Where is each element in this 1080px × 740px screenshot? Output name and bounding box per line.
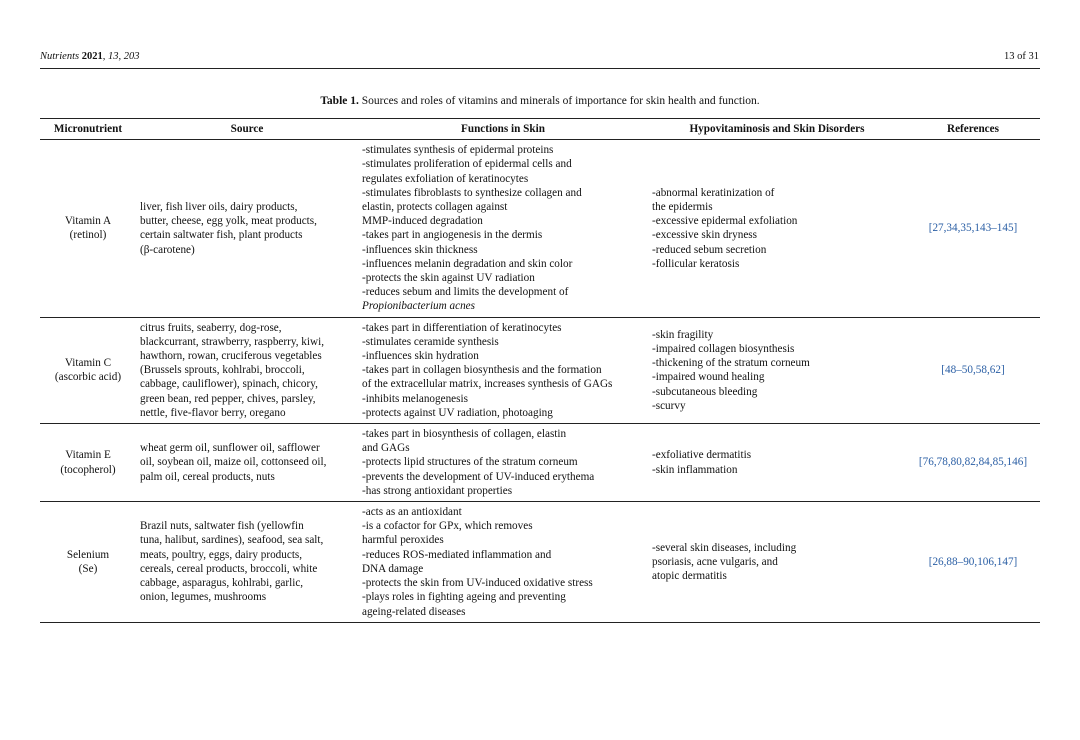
cell-line: -influences melanin degradation and skin color: [362, 257, 573, 270]
col-header-functions: Functions in Skin: [358, 119, 648, 140]
cell-line: MMP-induced degradation: [362, 215, 483, 228]
cell-line: citrus fruits, seaberry, dog-rose,: [140, 321, 282, 334]
cell-line: -prevents the development of UV-induced erythema: [362, 470, 595, 483]
cell-line: regulates exfoliation of keratinocytes: [362, 172, 529, 185]
table-row: [40, 424, 1040, 502]
cell-line: atopic dermatitis: [652, 569, 727, 582]
cell-line: -takes part in biosynthesis of collagen, elastin: [362, 428, 567, 441]
cell-line: -follicular keratosis: [652, 257, 740, 270]
col-header-references: References: [906, 119, 1040, 140]
cell-line: -protects the skin against UV radiation: [362, 272, 535, 285]
references-link[interactable]: [26,88–90,106,147]: [906, 502, 1040, 623]
cell-line: (Brussels sprouts, kohlrabi, broccoli,: [140, 364, 305, 377]
table-header-row: [40, 119, 1040, 140]
table-body: [40, 140, 1040, 623]
table-caption-label: Table 1.: [320, 95, 359, 107]
cell-line: Selenium: [66, 548, 110, 561]
functions-cell: [358, 140, 648, 317]
cell-line: -abnormal keratinization of: [652, 186, 775, 199]
cell-line: blackcurrant, strawberry, raspberry, kiwi,: [140, 335, 324, 348]
micronutrient-cell: [40, 140, 136, 317]
cell-line: elastin, protects collagen against: [362, 201, 508, 214]
cell-line: -protects the skin from UV-induced oxidative stress: [362, 577, 593, 590]
cell-line: butter, cheese, egg yolk, meat products,: [140, 215, 317, 228]
source-cell: [136, 502, 358, 623]
cell-line: -takes part in differentiation of keratinocytes: [362, 321, 562, 334]
references-link[interactable]: [48–50,58,62]: [906, 317, 1040, 423]
cell-line: -subcutaneous bleeding: [652, 385, 758, 398]
cell-line: -excessive epidermal exfoliation: [652, 215, 798, 228]
cell-line: wheat germ oil, sunflower oil, safflower: [140, 442, 320, 455]
table-row: [40, 317, 1040, 423]
cell-line: -stimulates fibroblasts to synthesize collagen and: [362, 186, 582, 199]
cell-line: (ascorbic acid): [54, 371, 122, 384]
cell-line: and GAGs: [362, 442, 410, 455]
cell-line: -reduces ROS-mediated inflammation and: [362, 548, 552, 561]
functions-cell: [358, 424, 648, 502]
cell-line: -inhibits melanogenesis: [362, 392, 468, 405]
cell-line: green bean, red pepper, chives, parsley,: [140, 392, 316, 405]
col-header-source: Source: [136, 119, 358, 140]
cell-line: Brazil nuts, saltwater fish (yellowfin: [140, 520, 304, 533]
col-header-micronutrient: Micronutrient: [40, 119, 136, 140]
micronutrient-cell: [40, 502, 136, 623]
cell-line: (β-carotene): [140, 243, 195, 256]
cell-line: -several skin diseases, including: [652, 541, 797, 554]
cell-line: of the extracellular matrix, increases synthesis of GAGs: [362, 378, 613, 391]
functions-cell: [358, 317, 648, 423]
cell-line: the epidermis: [652, 201, 713, 214]
journal-year: 2021: [81, 51, 103, 62]
cell-line: -stimulates ceramide synthesis: [362, 335, 499, 348]
micronutrient-table: [40, 118, 1040, 623]
cell-line: tuna, halibut, sardines), seafood, sea salt,: [140, 534, 324, 547]
cell-line: -protects against UV radiation, photoaging: [362, 406, 553, 419]
cell-line: (retinol): [69, 229, 107, 242]
cell-line: -stimulates proliferation of epidermal cells and: [362, 158, 572, 171]
cell-line: -skin inflammation: [652, 463, 738, 476]
cell-line: cereals, cereal products, broccoli, white: [140, 562, 318, 575]
cell-line: oil, soybean oil, maize oil, cottonseed oil,: [140, 456, 327, 469]
cell-line: -skin fragility: [652, 328, 714, 341]
table-caption: [40, 95, 1040, 107]
journal-name: Nutrients: [40, 51, 80, 62]
disorders-cell: [648, 502, 906, 623]
source-cell: [136, 424, 358, 502]
references-link[interactable]: [27,34,35,143–145]: [906, 140, 1040, 317]
cell-line: meats, poultry, eggs, dairy products,: [140, 548, 303, 561]
cell-line: Vitamin A: [64, 215, 112, 228]
cell-line: psoriasis, acne vulgaris, and: [652, 555, 778, 568]
cell-line: -protects lipid structures of the stratum corneum: [362, 456, 578, 469]
cell-line: certain saltwater fish, plant products: [140, 229, 303, 242]
cell-line: ageing-related diseases: [362, 605, 466, 618]
cell-line: palm oil, cereal products, nuts: [140, 470, 275, 483]
functions-cell: [358, 502, 648, 623]
cell-line: -plays roles in fighting ageing and preventing: [362, 591, 566, 604]
cell-line: -has strong antioxidant properties: [362, 484, 513, 497]
journal-volume: , 13, 203: [102, 51, 140, 62]
cell-line: -excessive skin dryness: [652, 229, 758, 242]
cell-line-italic: [362, 299, 644, 313]
cell-line: -takes part in angiogenesis in the dermis: [362, 229, 543, 242]
cell-line: (tocopherol): [60, 463, 116, 476]
cell-line: -scurvy: [652, 399, 686, 412]
cell-line: -influences skin hydration: [362, 350, 479, 363]
disorders-cell: [648, 140, 906, 317]
cell-line: (Se): [78, 562, 98, 575]
cell-line: -takes part in collagen biosynthesis and the formation: [362, 364, 602, 377]
cell-line: -exfoliative dermatitis: [652, 449, 752, 462]
references-link[interactable]: [76,78,80,82,84,85,146]: [906, 424, 1040, 502]
cell-line: -influences skin thickness: [362, 243, 478, 256]
micronutrient-cell: [40, 424, 136, 502]
page-number: 13 of 31: [1004, 51, 1039, 62]
disorders-cell: [648, 424, 906, 502]
species-name: Propionibacterium acnes: [362, 300, 475, 313]
micronutrient-cell: [40, 317, 136, 423]
header-rule: [40, 68, 1040, 69]
cell-line: -reduces sebum and limits the development of: [362, 286, 569, 299]
source-cell: [136, 140, 358, 317]
cell-line: -reduced sebum secretion: [652, 243, 767, 256]
cell-line: -acts as an antioxidant: [362, 506, 462, 519]
col-header-disorders: Hypovitaminosis and Skin Disorders: [648, 119, 906, 140]
cell-line: harmful peroxides: [362, 534, 444, 547]
cell-line: liver, fish liver oils, dairy products,: [140, 201, 298, 214]
table-row: [40, 140, 1040, 317]
cell-line: hawthorn, rowan, cruciferous vegetables: [140, 350, 322, 363]
cell-line: Vitamin E: [65, 449, 111, 462]
cell-line: DNA damage: [362, 562, 424, 575]
source-cell: [136, 317, 358, 423]
disorders-cell: [648, 317, 906, 423]
cell-line: -stimulates synthesis of epidermal proteins: [362, 144, 554, 157]
table-row: [40, 502, 1040, 623]
running-header-citation: [40, 51, 139, 62]
cell-line: onion, legumes, mushrooms: [140, 591, 267, 604]
cell-line: -thickening of the stratum corneum: [652, 357, 810, 370]
cell-line: Vitamin C: [64, 357, 112, 370]
cell-line: cabbage, asparagus, kohlrabi, garlic,: [140, 577, 304, 590]
cell-line: -impaired wound healing: [652, 371, 765, 384]
cell-line: cabbage, cauliflower), spinach, chicory,: [140, 378, 318, 391]
table-caption-text: Sources and roles of vitamins and minerals of importance for skin health and function.: [358, 95, 760, 107]
cell-line: nettle, five-flavor berry, oregano: [140, 406, 286, 419]
cell-line: -impaired collagen biosynthesis: [652, 342, 795, 355]
cell-line: -is a cofactor for GPx, which removes: [362, 520, 533, 533]
